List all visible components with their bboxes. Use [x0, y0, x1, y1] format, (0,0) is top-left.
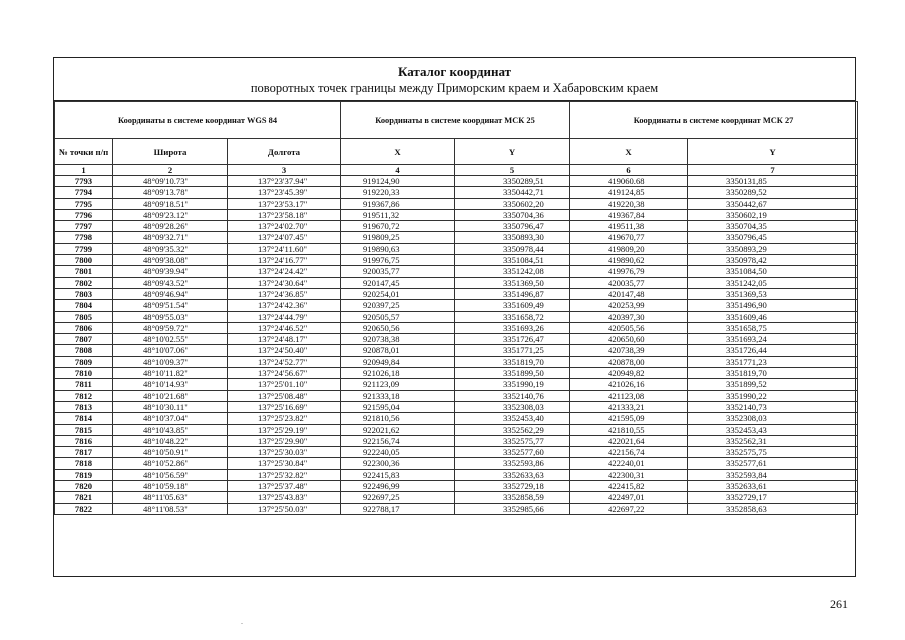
x-msk25-cell: 921026,18 [341, 368, 455, 379]
table-row [55, 435, 858, 446]
table-row [55, 243, 858, 254]
latitude-cell: 48°09'38.08" [113, 255, 228, 266]
point-number-cell: 7817 [55, 447, 113, 458]
x-msk27-cell: 420650,60 [570, 334, 688, 345]
table-row [55, 322, 858, 333]
table-row [55, 221, 858, 232]
x-msk27-cell: 420253,99 [570, 300, 688, 311]
table-row [55, 300, 858, 311]
y-msk27-cell: 3351990,22 [688, 390, 858, 401]
point-number-cell: 7804 [55, 300, 113, 311]
point-number-cell: 7797 [55, 221, 113, 232]
point-number-cell: 7801 [55, 266, 113, 277]
table-row [55, 334, 858, 345]
y-msk27-cell: 3351496,90 [688, 300, 858, 311]
latitude-cell: 48°09'39.94" [113, 266, 228, 277]
y-msk25-cell: 3352453,40 [455, 413, 570, 424]
y-msk27-cell: 3351726,44 [688, 345, 858, 356]
point-number-cell: 7812 [55, 390, 113, 401]
x-msk25-cell: 920650,56 [341, 322, 455, 333]
table-row [55, 368, 858, 379]
title-block [54, 58, 855, 101]
y-msk27-cell: 3350289,52 [688, 187, 858, 198]
table-row [55, 401, 858, 412]
longitude-cell: 137°24'36.85" [228, 288, 341, 299]
x-msk27-cell: 421810,55 [570, 424, 688, 435]
latitude-cell: 48°10'50.91" [113, 447, 228, 458]
page-number: 261 [830, 597, 848, 611]
x-msk25-cell: 920254,01 [341, 288, 455, 299]
y-msk25-cell: 3351819,70 [455, 356, 570, 367]
catalog-title: Каталог координат [397, 64, 511, 79]
point-number-cell: 7806 [55, 322, 113, 333]
y-msk27-cell: 3350442,67 [688, 198, 858, 209]
x-msk27-cell: 419124,85 [570, 187, 688, 198]
x-msk25-cell: 922697,25 [341, 492, 455, 503]
table-row [55, 232, 858, 243]
latitude-cell: 48°09'46.94" [113, 288, 228, 299]
y-msk27-cell: 3351899,52 [688, 379, 858, 390]
longitude-cell: 137°24'24.42" [228, 266, 341, 277]
y-msk25-cell: 3352562,29 [455, 424, 570, 435]
column-index-row [55, 165, 858, 176]
y-msk25-cell: 3351084,51 [455, 255, 570, 266]
table-row [55, 424, 858, 435]
group-header-msk27: Координаты в системе координат МСК 27 [570, 102, 858, 139]
y-msk27-cell: 3350704,35 [688, 221, 858, 232]
column-header-longitude: Долгота [228, 139, 341, 165]
latitude-cell: 48°10'07.06" [113, 345, 228, 356]
longitude-cell: 137°23'58.18" [228, 209, 341, 220]
point-number-cell: 7802 [55, 277, 113, 288]
longitude-cell: 137°25'23.82" [228, 413, 341, 424]
latitude-cell: 48°11'08.53" [113, 503, 228, 514]
x-msk25-cell: 920738,38 [341, 334, 455, 345]
x-msk27-cell: 422300,31 [570, 469, 688, 480]
longitude-cell: 137°24'02.70" [228, 221, 341, 232]
x-msk27-cell: 419890,62 [570, 255, 688, 266]
y-msk25-cell: 3352633,63 [455, 469, 570, 480]
y-msk25-cell: 3352729,18 [455, 481, 570, 492]
coordinates-table [54, 101, 858, 515]
x-msk25-cell: 921595,04 [341, 401, 455, 412]
longitude-cell: 137°23'37.94" [228, 176, 341, 187]
x-msk25-cell: 922788,17 [341, 503, 455, 514]
table-row [55, 492, 858, 503]
x-msk27-cell: 422497,01 [570, 492, 688, 503]
y-msk25-cell: 3351496,87 [455, 288, 570, 299]
y-msk25-cell: 3350442,71 [455, 187, 570, 198]
y-msk27-cell: 3352140,73 [688, 401, 858, 412]
y-msk27-cell: 3351242,05 [688, 277, 858, 288]
table-row [55, 277, 858, 288]
x-msk25-cell: 920147,45 [341, 277, 455, 288]
column-index: 5 [455, 165, 570, 176]
x-msk25-cell: 920878,01 [341, 345, 455, 356]
x-msk27-cell: 422156,74 [570, 447, 688, 458]
x-msk27-cell: 419060.68 [570, 176, 688, 187]
point-number-cell: 7799 [55, 243, 113, 254]
y-msk25-cell: 3351771,25 [455, 345, 570, 356]
longitude-cell: 137°25'01.10" [228, 379, 341, 390]
table-body [55, 176, 858, 515]
y-msk25-cell: 3351693,26 [455, 322, 570, 333]
table-row [55, 311, 858, 322]
x-msk25-cell: 919809,25 [341, 232, 455, 243]
x-msk25-cell: 919670,72 [341, 221, 455, 232]
x-msk27-cell: 419367,84 [570, 209, 688, 220]
x-msk27-cell: 419220,38 [570, 198, 688, 209]
latitude-cell: 48°10'11.82" [113, 368, 228, 379]
x-msk27-cell: 420949,82 [570, 368, 688, 379]
y-msk25-cell: 3352575,77 [455, 435, 570, 446]
x-msk25-cell: 921333,18 [341, 390, 455, 401]
table-row [55, 176, 858, 187]
x-msk27-cell: 419809,20 [570, 243, 688, 254]
latitude-cell: 48°11'05.63" [113, 492, 228, 503]
stray-mark: . [241, 617, 243, 626]
y-msk25-cell: 3350704,36 [455, 209, 570, 220]
x-msk27-cell: 420505,56 [570, 322, 688, 333]
column-header-latitude: Широта [113, 139, 228, 165]
longitude-cell: 137°24'44.79" [228, 311, 341, 322]
latitude-cell: 48°09'10.73" [113, 176, 228, 187]
y-msk25-cell: 3351990,19 [455, 379, 570, 390]
y-msk27-cell: 3352858,63 [688, 503, 858, 514]
x-msk25-cell: 922496,99 [341, 481, 455, 492]
longitude-cell: 137°25'50.03" [228, 503, 341, 514]
longitude-cell: 137°25'29.19" [228, 424, 341, 435]
x-msk27-cell: 420147,48 [570, 288, 688, 299]
longitude-cell: 137°25'37.48" [228, 481, 341, 492]
longitude-cell: 137°24'42.36" [228, 300, 341, 311]
longitude-cell: 137°24'56.67" [228, 368, 341, 379]
table-row [55, 390, 858, 401]
y-msk27-cell: 3350893,29 [688, 243, 858, 254]
longitude-cell: 137°25'29.90" [228, 435, 341, 446]
x-msk27-cell: 419670,77 [570, 232, 688, 243]
column-index: 6 [570, 165, 688, 176]
point-number-cell: 7818 [55, 458, 113, 469]
table-row [55, 379, 858, 390]
column-header-y-msk25: Y [455, 139, 570, 165]
y-msk25-cell: 3351242,08 [455, 266, 570, 277]
table-row [55, 209, 858, 220]
x-msk27-cell: 422240,01 [570, 458, 688, 469]
table-row [55, 187, 858, 198]
longitude-cell: 137°24'30.64" [228, 277, 341, 288]
table-row [55, 481, 858, 492]
x-msk25-cell: 919367,86 [341, 198, 455, 209]
latitude-cell: 48°10'02.55" [113, 334, 228, 345]
y-msk27-cell: 3352593,84 [688, 469, 858, 480]
y-msk25-cell: 3352308,03 [455, 401, 570, 412]
x-msk25-cell: 922415,83 [341, 469, 455, 480]
y-msk27-cell: 3351819,70 [688, 368, 858, 379]
point-number-cell: 7805 [55, 311, 113, 322]
y-msk27-cell: 3352562,31 [688, 435, 858, 446]
latitude-cell: 48°09'32.71" [113, 232, 228, 243]
x-msk27-cell: 421123,08 [570, 390, 688, 401]
latitude-cell: 48°10'30.11" [113, 401, 228, 412]
x-msk25-cell: 922156,74 [341, 435, 455, 446]
y-msk27-cell: 3352729,17 [688, 492, 858, 503]
y-msk27-cell: 3352577,61 [688, 458, 858, 469]
point-number-cell: 7793 [55, 176, 113, 187]
y-msk25-cell: 3352577,60 [455, 447, 570, 458]
coordinate-catalog-sheet [53, 57, 856, 577]
y-msk27-cell: 3351609,46 [688, 311, 858, 322]
longitude-cell: 137°25'30.84" [228, 458, 341, 469]
latitude-cell: 48°09'43.52" [113, 277, 228, 288]
latitude-cell: 48°09'23.12" [113, 209, 228, 220]
point-number-cell: 7821 [55, 492, 113, 503]
y-msk25-cell: 3350796,47 [455, 221, 570, 232]
y-msk27-cell: 3352453,43 [688, 424, 858, 435]
y-msk25-cell: 3351899,50 [455, 368, 570, 379]
y-msk25-cell: 3350978,44 [455, 243, 570, 254]
point-number-cell: 7809 [55, 356, 113, 367]
point-number-cell: 7795 [55, 198, 113, 209]
y-msk25-cell: 3351658,72 [455, 311, 570, 322]
y-msk25-cell: 3350602,20 [455, 198, 570, 209]
y-msk27-cell: 3352308,03 [688, 413, 858, 424]
table-row [55, 469, 858, 480]
y-msk25-cell: 3352858,59 [455, 492, 570, 503]
x-msk27-cell: 422415,82 [570, 481, 688, 492]
latitude-cell: 48°10'37.04" [113, 413, 228, 424]
point-number-cell: 7820 [55, 481, 113, 492]
latitude-cell: 48°09'28.26" [113, 221, 228, 232]
y-msk25-cell: 3351369,50 [455, 277, 570, 288]
x-msk25-cell: 920949,84 [341, 356, 455, 367]
x-msk25-cell: 919890,63 [341, 243, 455, 254]
column-index: 2 [113, 165, 228, 176]
point-number-cell: 7822 [55, 503, 113, 514]
x-msk27-cell: 420035,77 [570, 277, 688, 288]
y-msk27-cell: 3352575,75 [688, 447, 858, 458]
latitude-cell: 48°10'14.93" [113, 379, 228, 390]
longitude-cell: 137°25'32.82" [228, 469, 341, 480]
latitude-cell: 48°10'56.59" [113, 469, 228, 480]
group-header-msk25: Координаты в системе координат МСК 25 [341, 102, 570, 139]
x-msk25-cell: 919976,75 [341, 255, 455, 266]
longitude-cell: 137°24'50.40" [228, 345, 341, 356]
y-msk25-cell: 3351726,47 [455, 334, 570, 345]
x-msk25-cell: 921810,56 [341, 413, 455, 424]
point-number-cell: 7811 [55, 379, 113, 390]
group-header-row [55, 102, 858, 139]
longitude-cell: 137°25'08.48" [228, 390, 341, 401]
latitude-cell: 48°10'09.37" [113, 356, 228, 367]
x-msk25-cell: 920505,57 [341, 311, 455, 322]
y-msk27-cell: 3350796,45 [688, 232, 858, 243]
point-number-cell: 7816 [55, 435, 113, 446]
group-header-wgs84: Координаты в системе координат WGS 84 [55, 102, 341, 139]
y-msk27-cell: 3351771,23 [688, 356, 858, 367]
x-msk27-cell: 421333,21 [570, 401, 688, 412]
point-number-cell: 7807 [55, 334, 113, 345]
table-row [55, 198, 858, 209]
point-number-cell: 7819 [55, 469, 113, 480]
column-header-point: № точки п/п [55, 139, 113, 165]
table-row [55, 288, 858, 299]
table-row [55, 413, 858, 424]
y-msk25-cell: 3352593,86 [455, 458, 570, 469]
y-msk27-cell: 3350602,19 [688, 209, 858, 220]
y-msk25-cell: 3352140,76 [455, 390, 570, 401]
table-row [55, 503, 858, 514]
point-number-cell: 7810 [55, 368, 113, 379]
catalog-subtitle: поворотных точек границы между Приморским краем и Хабаровским краем [250, 81, 659, 95]
latitude-cell: 48°09'59.72" [113, 322, 228, 333]
y-msk25-cell: 3350289,51 [455, 176, 570, 187]
point-number-cell: 7803 [55, 288, 113, 299]
point-number-cell: 7794 [55, 187, 113, 198]
x-msk25-cell: 919511,32 [341, 209, 455, 220]
latitude-cell: 48°09'35.32" [113, 243, 228, 254]
table-row [55, 447, 858, 458]
latitude-cell: 48°10'48.22" [113, 435, 228, 446]
y-msk27-cell: 3351369,53 [688, 288, 858, 299]
y-msk25-cell: 3352985,66 [455, 503, 570, 514]
latitude-cell: 48°09'55.03" [113, 311, 228, 322]
latitude-cell: 48°09'18.51" [113, 198, 228, 209]
x-msk25-cell: 922240,05 [341, 447, 455, 458]
column-header-y-msk27: Y [688, 139, 858, 165]
table-row [55, 266, 858, 277]
longitude-cell: 137°24'46.52" [228, 322, 341, 333]
longitude-cell: 137°24'11.60" [228, 243, 341, 254]
table-row [55, 458, 858, 469]
latitude-cell: 48°10'52.86" [113, 458, 228, 469]
point-number-cell: 7808 [55, 345, 113, 356]
x-msk25-cell: 919124,90 [341, 176, 455, 187]
longitude-cell: 137°24'52.77" [228, 356, 341, 367]
x-msk27-cell: 422697,22 [570, 503, 688, 514]
longitude-cell: 137°23'45.39" [228, 187, 341, 198]
latitude-cell: 48°10'43.85" [113, 424, 228, 435]
point-number-cell: 7815 [55, 424, 113, 435]
y-msk27-cell: 3351693,24 [688, 334, 858, 345]
column-index: 4 [341, 165, 455, 176]
column-index: 3 [228, 165, 341, 176]
y-msk27-cell: 3352633,61 [688, 481, 858, 492]
longitude-cell: 137°24'07.45" [228, 232, 341, 243]
y-msk25-cell: 3351609,49 [455, 300, 570, 311]
x-msk27-cell: 420738,39 [570, 345, 688, 356]
longitude-cell: 137°24'16.77" [228, 255, 341, 266]
table-row [55, 356, 858, 367]
latitude-cell: 48°09'51.54" [113, 300, 228, 311]
x-msk27-cell: 421026,16 [570, 379, 688, 390]
x-msk25-cell: 920397,25 [341, 300, 455, 311]
x-msk25-cell: 920035,77 [341, 266, 455, 277]
x-msk27-cell: 420397,30 [570, 311, 688, 322]
x-msk25-cell: 919220,33 [341, 187, 455, 198]
latitude-cell: 48°10'21.68" [113, 390, 228, 401]
x-msk27-cell: 421595,09 [570, 413, 688, 424]
point-number-cell: 7796 [55, 209, 113, 220]
column-header-x-msk27: X [570, 139, 688, 165]
longitude-cell: 137°25'16.69" [228, 401, 341, 412]
column-index: 7 [688, 165, 858, 176]
longitude-cell: 137°23'53.17" [228, 198, 341, 209]
y-msk27-cell: 3350978,42 [688, 255, 858, 266]
x-msk25-cell: 921123,09 [341, 379, 455, 390]
column-header-x-msk25: X [341, 139, 455, 165]
longitude-cell: 137°25'30.03" [228, 447, 341, 458]
y-msk25-cell: 3350893,30 [455, 232, 570, 243]
latitude-cell: 48°09'13.78" [113, 187, 228, 198]
y-msk27-cell: 3350131,85 [688, 176, 858, 187]
column-header-row [55, 139, 858, 165]
point-number-cell: 7800 [55, 255, 113, 266]
y-msk27-cell: 3351658,75 [688, 322, 858, 333]
x-msk27-cell: 420878,00 [570, 356, 688, 367]
column-index: 1 [55, 165, 113, 176]
table-row [55, 255, 858, 266]
point-number-cell: 7798 [55, 232, 113, 243]
longitude-cell: 137°25'43.83" [228, 492, 341, 503]
point-number-cell: 7814 [55, 413, 113, 424]
x-msk27-cell: 419976,79 [570, 266, 688, 277]
table-row [55, 345, 858, 356]
point-number-cell: 7813 [55, 401, 113, 412]
x-msk25-cell: 922021,62 [341, 424, 455, 435]
x-msk25-cell: 922300,36 [341, 458, 455, 469]
y-msk27-cell: 3351084,50 [688, 266, 858, 277]
x-msk27-cell: 422021,64 [570, 435, 688, 446]
latitude-cell: 48°10'59.18" [113, 481, 228, 492]
longitude-cell: 137°24'48.17" [228, 334, 341, 345]
x-msk27-cell: 419511,38 [570, 221, 688, 232]
